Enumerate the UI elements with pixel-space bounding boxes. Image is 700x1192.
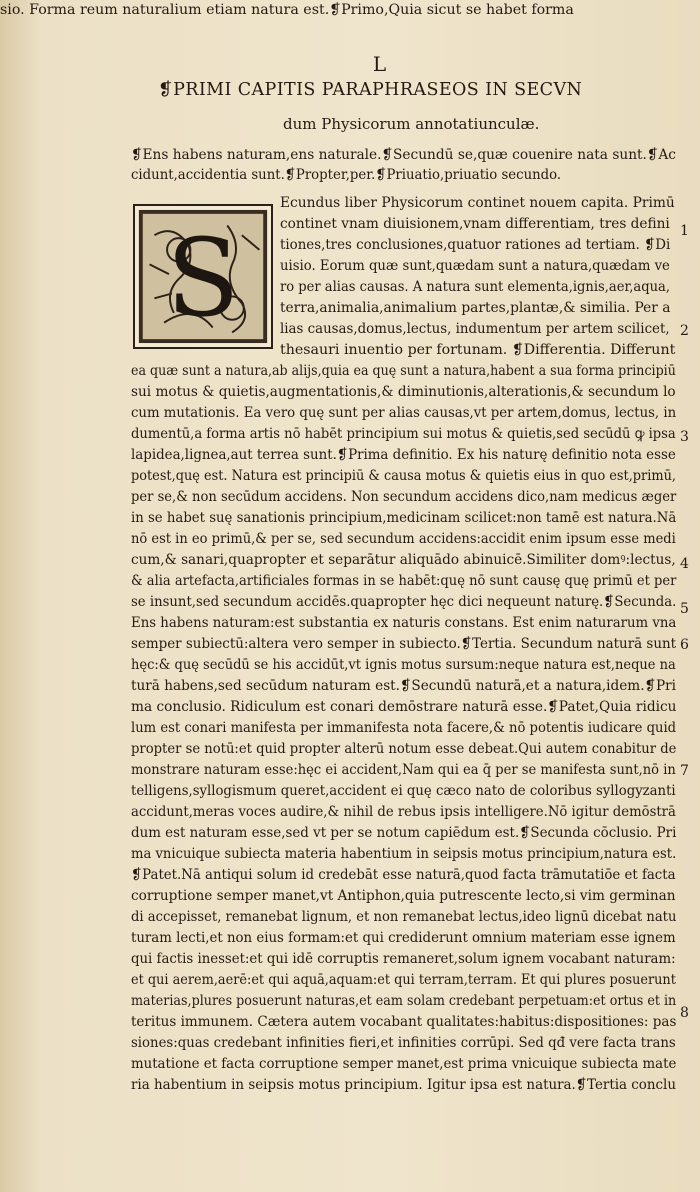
text-line: turā habens,sed secūdum naturam est.❡Secundū naturā,et a natura,idem.❡Pri (131, 678, 676, 694)
text-line: monstrare naturam esse:hęc ei accident,Nam qui ea q̄ per se manifesta sunt,nō in (131, 762, 676, 778)
text-line: di accepisset, remanebat lignum, et non remanebat lectus,ideo lignū dicebat natu (131, 909, 677, 925)
text-line: & alia artefacta,artificiales formas in se habēt:quę nō sunt causę quę primū et per (131, 573, 677, 589)
text-line: continet vnam diuisionem,vnam differentiam, tres defini (280, 216, 670, 232)
text-line: sui motus & quietis,augmentationis,& diminutionis,alterationis,& secundum lo (131, 384, 676, 400)
text-line: uisio. Eorum quæ sunt,quædam sunt a natura,quædam ve (280, 258, 670, 274)
text-line: Ecundus liber Physicorum continet nouem capita. Primū (280, 195, 675, 211)
margin-number: 8 (680, 1005, 689, 1021)
text-line: lapidea,lignea,aut terrea sunt.❡Prima definitio. Ex his naturę definitio nota esse (131, 447, 676, 463)
margin-number: 5 (680, 601, 689, 617)
text-line: ma vnicuique subiecta materia habentium in seipsis motus principium,natura est. (131, 846, 677, 862)
text-line: teritus immunem. Cætera autem vocabant qualitates:habitus:dispositiones: pas (131, 1014, 677, 1030)
folio-signature: L (372, 52, 388, 76)
text-line: ma conclusio. Ridiculum est conari demōstrare naturā esse.❡Patet,Quia ridicu (131, 699, 677, 715)
text-line: cum mutationis. Ea vero quę sunt per alias causas,vt per artem,domus, lectus, in (131, 405, 677, 421)
text-line: semper subiectū:altera vero semper in subiecto.❡Tertia. Secundum naturā sunt (131, 636, 677, 652)
margin-number: 6 (680, 637, 689, 653)
margin-number: 3 (680, 429, 689, 445)
text-line: Ens habens naturam:est substantia ex naturis constans. Est enim naturarum vna (131, 615, 677, 631)
decorated-initial-s (133, 204, 273, 349)
text-line: telligens,syllogismum queret,accident ei quę cæco nato de coloribus syllogyzanti (131, 783, 676, 799)
text-line: propter se notū:et quid propter alterū notum esse debeat.Qui autem conabitur de (131, 741, 677, 757)
text-line: siones:quas credebant infinities fieri,et infinities corrūpi. Sed qđ vere facta trans (131, 1035, 676, 1051)
text-line: corruptione semper manet,vt Antiphon,quia putrescente lecto,si vim germinan (131, 888, 676, 904)
svg-text:S: S (166, 216, 240, 341)
text-line: per se,& non secūdum accidens. Non secundum accidens dico,nam medicus æger (131, 489, 677, 505)
text-line: terra,animalia,animalium partes,plantæ,& similia. Per a (280, 300, 671, 316)
text-line: thesauri inuentio per fortunam. ❡Differentia. Differunt (280, 342, 676, 358)
text-line: lum est conari manifesta per immanifesta nota facere,& nō potentis iudicare quid (131, 720, 677, 736)
chapter-subheading: dum Physicorum annotatiunculæ. (283, 115, 540, 133)
text-line: cidunt,accidentia sunt.❡Propter,per.❡Priuatio,priuatio secundo. (131, 167, 562, 183)
margin-number: 2 (680, 323, 689, 339)
margin-number: 1 (680, 223, 689, 239)
text-line: tiones,tres conclusiones,quatuor rationes ad tertiam. ❡Di (280, 237, 671, 253)
text-line: in se habet suę sanationis principium,medicinam scilicet:non tamē est natura.Nā (131, 510, 677, 526)
text-line: materias,plures posuerunt naturas,et eam solam credebant perpetuam:et ortus et in (131, 993, 677, 1009)
chapter-heading: ❡PRIMI CAPITIS PARAPHRASEOS IN SECVN (158, 80, 583, 100)
margin-number: 7 (680, 763, 689, 779)
woodcut-initial-icon (135, 206, 271, 347)
text-line: qui factis inesset:et qui idē corruptis remaneret,solum ignem vocabant naturam: (131, 951, 676, 967)
text-line: mutatione et facta corruptione semper manet,est prima vnicuique subiecta mate (131, 1056, 677, 1072)
text-line: ❡Patet.Nā antiqui solum id credebāt esse naturā,quod facta trāmutatiōe et facta (131, 867, 676, 883)
margin-number: 4 (680, 556, 689, 572)
text-line: cum,& sanari,quapropter et separātur aliquādo abinuicē.Similiter domꝰ:lectus, (131, 552, 676, 568)
text-line: hęc:& quę secūdū se his accidūt,vt ignis motus sursum:neque natura est,neque na (131, 657, 676, 673)
text-line: ea quæ sunt a natura,ab alijs,quia ea quę sunt a natura,habent a sua forma principiū (131, 363, 676, 379)
text-line: ria habentium in seipsis motus principium. Igitur ipsa est natura.❡Tertia conclu (131, 1077, 676, 1093)
text-line: lias causas,domus,lectus, indumentum per artem scilicet, (280, 321, 670, 337)
text-line: accidunt,meras voces audire,& nihil de rebus ipsis intelligere.Nō igitur demōstrā (131, 804, 676, 820)
text-line: ro per alias causas. A natura sunt elementa,ignis,aer,aqua, (280, 279, 670, 295)
text-line: turam lecti,et non eius formam:et qui crediderunt omnium materiam esse ignem (131, 930, 676, 946)
text-line: sio. Forma reum naturalium etiam natura est.❡Primo,Quia sicut se habet forma (0, 2, 574, 18)
text-line: dumentū,a forma artis nō habēt principium sui motus & quietis,sed secūdū ꝙ ipsa (131, 426, 676, 442)
text-line: nō est in eo primū,& per se, sed secundum accidens:accidit enim ipsum esse medi (131, 531, 676, 547)
text-line: et qui aerem,aerē:et qui aquā,aquam:et qui terram,terram. Et qui plures posuerunt (131, 972, 676, 988)
text-line: se insunt,sed secundum accidēs.quapropter hęc dici nequeunt naturę.❡Secunda. (131, 594, 677, 610)
text-line: ❡Ens habens naturam,ens naturale.❡Secundū se,quæ couenire nata sunt.❡Ac (131, 147, 676, 163)
text-line: potest,quę est. Natura est principiū & causa motus & quietis eius in quo est,primū, (131, 468, 676, 484)
text-line: dum est naturam esse,sed vt per se notum capiēdum est.❡Secunda cōclusio. Pri (131, 825, 677, 841)
